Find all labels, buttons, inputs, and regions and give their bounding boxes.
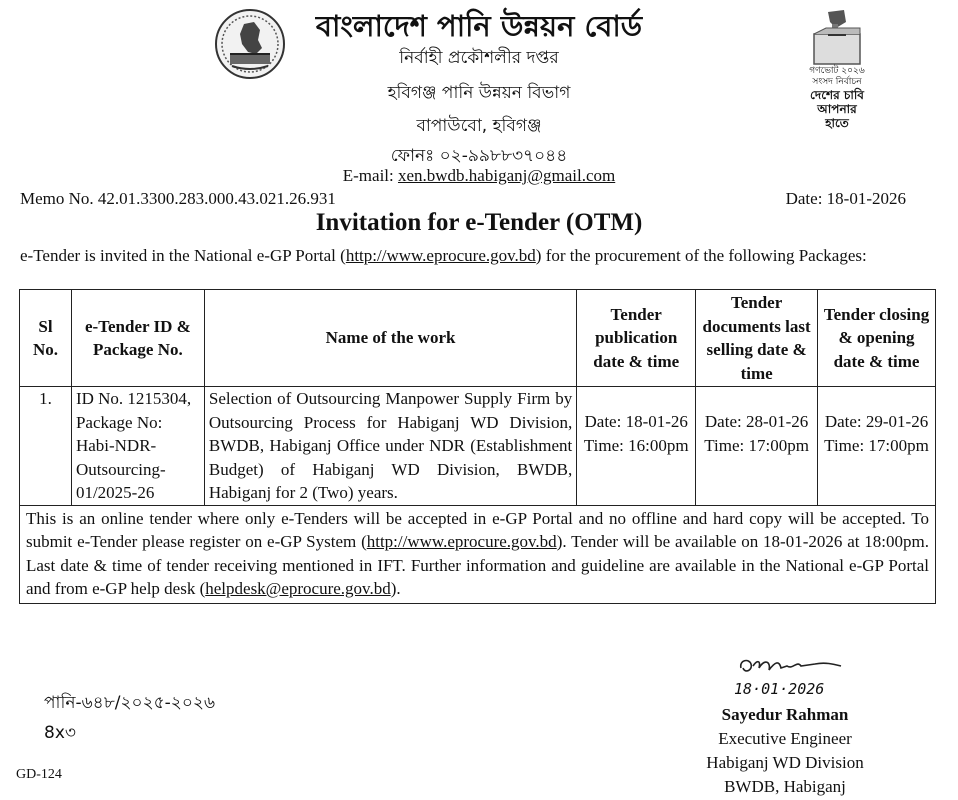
closing-time: Time: 17:00pm bbox=[824, 435, 929, 455]
office-location: বাপাউবো, হবিগঞ্জ bbox=[416, 116, 542, 136]
signature-icon bbox=[735, 650, 845, 682]
election-logo-line4: আপনার হাতে bbox=[817, 102, 857, 130]
election-logo-line1: গণভোট ২০২৬ bbox=[809, 66, 865, 76]
document-title: Invitation for e-Tender (OTM) bbox=[315, 209, 643, 236]
publication-time: Time: 16:00pm bbox=[583, 435, 689, 455]
header-work-name: Name of the work bbox=[204, 290, 576, 387]
office-name: নির্বাহী প্রকৌশলীর দপ্তর bbox=[399, 48, 559, 68]
phone-number: ফোনঃ ০২-৯৯৮৮৩৭০৪৪ bbox=[390, 146, 568, 166]
intro-portal-link[interactable]: http://www.eprocure.gov.bd bbox=[345, 246, 536, 265]
signatory-designation: Executive Engineer bbox=[718, 729, 852, 748]
election-logo-line2: সংসদ নির্বাচন bbox=[812, 77, 862, 87]
tender-table bbox=[19, 289, 936, 604]
cell-work-name: Selection of Outsourcing Manpower Supply Firm by Outsourcing Process for Habiganj WD Division, BWDB, Habiganj Office under NDR (Establishment Budget) of Habiganj WD Division, BWDB, Habiganj for 2 (Two) years. bbox=[204, 387, 576, 506]
tender-note bbox=[20, 505, 936, 603]
intro-paragraph bbox=[20, 245, 900, 266]
cell-tender-id: ID No. 1215304, Package No: Habi-NDR-Outsourcing-01/2025-26 bbox=[71, 387, 204, 506]
last-selling-time: Time: 17:00pm bbox=[704, 435, 809, 455]
signatory-division: Habiganj WD Division bbox=[706, 753, 864, 772]
table-header-row bbox=[20, 290, 936, 387]
note-text-1: This is an online tender where only e-Tenders will be accepted in e-GP Portal and no offline and hard copy will be accepted. To submit e-Tender please register on e-GP System ( bbox=[26, 508, 929, 551]
signatory-office: BWDB, Habiganj bbox=[724, 777, 846, 796]
memo-number: Memo No. 42.01.3300.283.000.43.021.26.931 bbox=[20, 189, 336, 208]
cell-sl: 1. bbox=[20, 387, 72, 506]
note-text-2: ). Tender will be available on 18-01-2026 at 18:00pm. Last date & time of tender receiving mentioned in IFT. Further information and guideline are available in the National e-GP Portal and from e-GP help desk ( bbox=[26, 532, 930, 598]
closing-date: Date: 29-01-26 bbox=[824, 412, 929, 431]
email-line bbox=[0, 166, 958, 186]
header-tender-id: e-Tender ID & Package No. bbox=[71, 290, 204, 387]
division-name: হবিগঞ্জ পানি উন্নয়ন বিভাগ bbox=[387, 83, 571, 103]
signature-date: 18·01·2026 bbox=[734, 680, 825, 698]
gd-number: GD-124 bbox=[16, 767, 62, 782]
note-portal-link[interactable]: http://www.eprocure.gov.bd bbox=[366, 532, 557, 551]
memo-date: Date: 18-01-2026 bbox=[785, 189, 906, 208]
cell-last-selling bbox=[696, 387, 818, 506]
signatory-block bbox=[660, 703, 910, 799]
cell-closing bbox=[818, 387, 936, 506]
header-last-selling: Tender documents last selling date & time bbox=[696, 290, 818, 387]
table-note-row bbox=[20, 505, 936, 603]
header-publication: Tender publication date & time bbox=[577, 290, 696, 387]
table-row bbox=[20, 387, 936, 506]
last-selling-date: Date: 28-01-26 bbox=[704, 412, 809, 431]
header-closing: Tender closing & opening date & time bbox=[818, 290, 936, 387]
ad-size: 8x৩ bbox=[44, 723, 76, 743]
reference-number: পানি-৬৪৮/২০২৫-২০২৬ bbox=[44, 693, 215, 713]
election-logo-line3: দেশের চাবি bbox=[810, 88, 864, 102]
org-title: বাংলাদেশ পানি উন্নয়ন বোর্ড bbox=[315, 9, 643, 43]
header-sl: Sl No. bbox=[20, 290, 72, 387]
signatory-name: Sayedur Rahman bbox=[721, 705, 849, 724]
note-text-3: ). bbox=[390, 579, 401, 598]
cell-publication bbox=[577, 387, 696, 506]
email-address[interactable]: xen.bwdb.habiganj@gmail.com bbox=[397, 166, 616, 185]
publication-date: Date: 18-01-26 bbox=[584, 412, 688, 431]
intro-text-after: ) for the procurement of the following Packages: bbox=[535, 246, 867, 265]
note-helpdesk-link[interactable]: helpdesk@eprocure.gov.bd bbox=[205, 579, 391, 598]
intro-text-before: e-Tender is invited in the National e-GP Portal ( bbox=[20, 246, 346, 265]
email-label: E-mail: bbox=[342, 166, 398, 185]
